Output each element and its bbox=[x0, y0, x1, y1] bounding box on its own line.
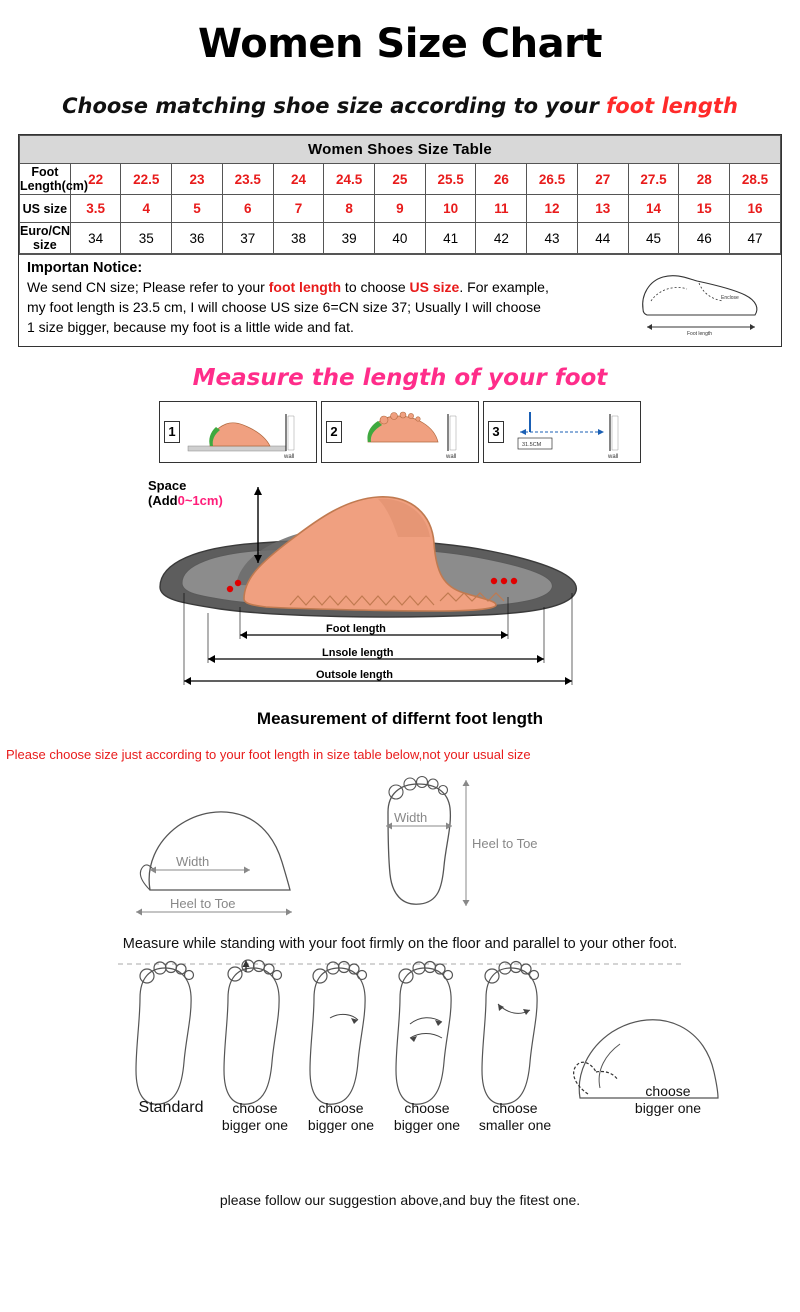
table-row bbox=[20, 195, 781, 223]
step-number: 1 bbox=[164, 421, 180, 443]
ruler-reading: 31.5CM bbox=[522, 441, 542, 448]
step-1 bbox=[159, 401, 317, 463]
final-suggestion-note: please follow our suggestion above,and buy the fitest one. bbox=[219, 1191, 581, 1208]
cell: 28.5 bbox=[730, 164, 781, 195]
top-width-label: Width bbox=[394, 809, 428, 825]
step-number: 3 bbox=[488, 421, 504, 443]
cell: 35 bbox=[121, 223, 172, 254]
important-notice bbox=[19, 254, 781, 346]
sole-label-line2: smaller one bbox=[478, 1117, 552, 1134]
cell: 23 bbox=[172, 164, 223, 195]
sole-label-line2: bigger one bbox=[307, 1117, 375, 1134]
sole-label-line2: bigger one bbox=[221, 1117, 289, 1134]
notice-us-size: US size bbox=[409, 279, 460, 295]
cell: 22 bbox=[70, 164, 121, 195]
cell: 42 bbox=[476, 223, 527, 254]
measure-steps bbox=[0, 401, 800, 463]
sole-label-line2: bigger one bbox=[634, 1100, 702, 1117]
subtitle-lead: Choose matching shoe size according to your bbox=[62, 94, 607, 118]
measure-section-title: Measure the length of your foot bbox=[192, 364, 608, 391]
size-table bbox=[19, 135, 781, 254]
row-label-us-size: US size bbox=[20, 195, 71, 223]
cell: 43 bbox=[527, 223, 578, 254]
step-2-illustration-icon bbox=[322, 402, 478, 462]
dim-outsole-length: Outsole length bbox=[316, 668, 393, 681]
cell: 44 bbox=[577, 223, 628, 254]
space-label-value: 0~1cm) bbox=[177, 492, 223, 508]
cell: 25 bbox=[375, 164, 426, 195]
side-width-label: Width bbox=[176, 853, 210, 869]
sole-label-3 bbox=[296, 1100, 386, 1135]
cell: 39 bbox=[324, 223, 375, 254]
foot-outline-diagrams bbox=[0, 770, 800, 930]
standing-instruction: Measure while standing with your foot firmly on the floor and parallel to your other foot. bbox=[122, 935, 678, 952]
step-3 bbox=[483, 401, 641, 463]
foot-enclose-diagram-icon bbox=[625, 259, 775, 343]
foot-length-label: Foot length bbox=[687, 331, 713, 337]
cell: 5 bbox=[172, 195, 223, 223]
subtitle-highlight: foot length bbox=[606, 94, 738, 118]
sole-2 bbox=[224, 960, 282, 1104]
sole-label-line1: choose bbox=[645, 1082, 691, 1099]
size-table-title: Women Shoes Size Table bbox=[20, 136, 781, 164]
sole-5 bbox=[482, 961, 539, 1104]
sole-label-line1: choose bbox=[232, 1099, 278, 1116]
notice-text: We send CN size; Please refer to your bbox=[27, 279, 269, 295]
cell: 15 bbox=[679, 195, 730, 223]
page-title: Women Size Chart bbox=[198, 21, 602, 67]
cell: 9 bbox=[375, 195, 426, 223]
notice-line-2: my foot length is 23.5 cm, I will choose US size 6=CN size 37; Usually I will choose bbox=[27, 298, 541, 315]
sole-label-line1: choose bbox=[318, 1099, 364, 1116]
side-heel-to-toe-label: Heel to Toe bbox=[170, 895, 236, 911]
cell: 22.5 bbox=[121, 164, 172, 195]
sole-3 bbox=[310, 961, 367, 1104]
wall-label: wall bbox=[284, 453, 295, 460]
cell: 3.5 bbox=[70, 195, 121, 223]
table-header-row bbox=[20, 136, 781, 164]
measurement-caption: Measurement of differnt foot length bbox=[256, 708, 544, 728]
step-1-illustration-icon bbox=[160, 402, 316, 462]
cell: 46 bbox=[679, 223, 730, 254]
cell: 27 bbox=[577, 164, 628, 195]
cell: 4 bbox=[121, 195, 172, 223]
size-table-container bbox=[18, 134, 782, 347]
cell: 24 bbox=[273, 164, 324, 195]
cell: 24.5 bbox=[324, 164, 375, 195]
sole-label-line1: Standard bbox=[138, 1098, 204, 1116]
sole-label-line2: bigger one bbox=[393, 1117, 461, 1134]
step-3-illustration-icon bbox=[484, 402, 640, 462]
cell: 10 bbox=[425, 195, 476, 223]
cell: 14 bbox=[628, 195, 679, 223]
sole-label-2 bbox=[210, 1100, 300, 1135]
soles-illustration-icon bbox=[0, 958, 800, 1168]
sole-label-line1: choose bbox=[492, 1099, 538, 1116]
space-label-line1: Space bbox=[148, 477, 187, 493]
notice-line-3: 1 size bigger, because my foot is a little wide and fat. bbox=[27, 318, 354, 335]
cell: 40 bbox=[375, 223, 426, 254]
foot-measurement-diagram bbox=[140, 467, 660, 707]
step-number: 2 bbox=[326, 421, 342, 443]
table-row bbox=[20, 164, 781, 195]
cell: 26.5 bbox=[527, 164, 578, 195]
cell: 25.5 bbox=[425, 164, 476, 195]
notice-line-1 bbox=[27, 278, 627, 298]
outline-illustrations-icon bbox=[0, 770, 800, 930]
step-2 bbox=[321, 401, 479, 463]
cell: 12 bbox=[527, 195, 578, 223]
notice-text: . For example, bbox=[459, 279, 549, 295]
cell: 6 bbox=[222, 195, 273, 223]
top-heel-to-toe-label: Heel to Toe bbox=[472, 835, 538, 851]
cell: 41 bbox=[425, 223, 476, 254]
cell: 47 bbox=[730, 223, 781, 254]
notice-foot-length: foot length bbox=[268, 279, 342, 295]
sole-label-5 bbox=[466, 1100, 564, 1135]
sole-4 bbox=[396, 961, 453, 1104]
cell: 11 bbox=[476, 195, 527, 223]
dim-insole-length: Lnsole length bbox=[322, 646, 394, 659]
sole-label-1 bbox=[126, 1098, 216, 1118]
sole-label-4 bbox=[382, 1100, 472, 1135]
cell: 45 bbox=[628, 223, 679, 254]
wall-label: wall bbox=[608, 453, 619, 460]
cell: 16 bbox=[730, 195, 781, 223]
notice-text: to choose bbox=[341, 279, 410, 295]
cell: 28 bbox=[679, 164, 730, 195]
table-row bbox=[20, 223, 781, 254]
wall-label: wall bbox=[446, 453, 457, 460]
row-label-foot-length: Foot Length(cm) bbox=[20, 165, 89, 193]
cell: 23.5 bbox=[222, 164, 273, 195]
sole-label-line1: choose bbox=[404, 1099, 450, 1116]
cell: 26 bbox=[476, 164, 527, 195]
cell: 36 bbox=[172, 223, 223, 254]
cell: 27.5 bbox=[628, 164, 679, 195]
sole-1 bbox=[136, 961, 194, 1104]
sole-comparison-diagrams bbox=[0, 958, 800, 1188]
space-label-line2: (Add bbox=[148, 492, 178, 508]
row-label-euro-cn-size: Euro/CN size bbox=[20, 224, 70, 252]
cell: 8 bbox=[324, 195, 375, 223]
space-label bbox=[148, 479, 223, 509]
choose-size-note: Please choose size just according to your foot length in size table below,not your usual size bbox=[6, 746, 531, 762]
dim-foot-length: Foot length bbox=[326, 622, 386, 635]
cell: 37 bbox=[222, 223, 273, 254]
enclose-label: Enclose bbox=[721, 295, 739, 301]
cell: 38 bbox=[273, 223, 324, 254]
cell: 34 bbox=[70, 223, 121, 254]
cell: 7 bbox=[273, 195, 324, 223]
notice-title: Importan Notice: bbox=[27, 260, 143, 276]
subtitle bbox=[0, 94, 800, 118]
sole-label-6 bbox=[620, 1083, 716, 1118]
cell: 13 bbox=[577, 195, 628, 223]
